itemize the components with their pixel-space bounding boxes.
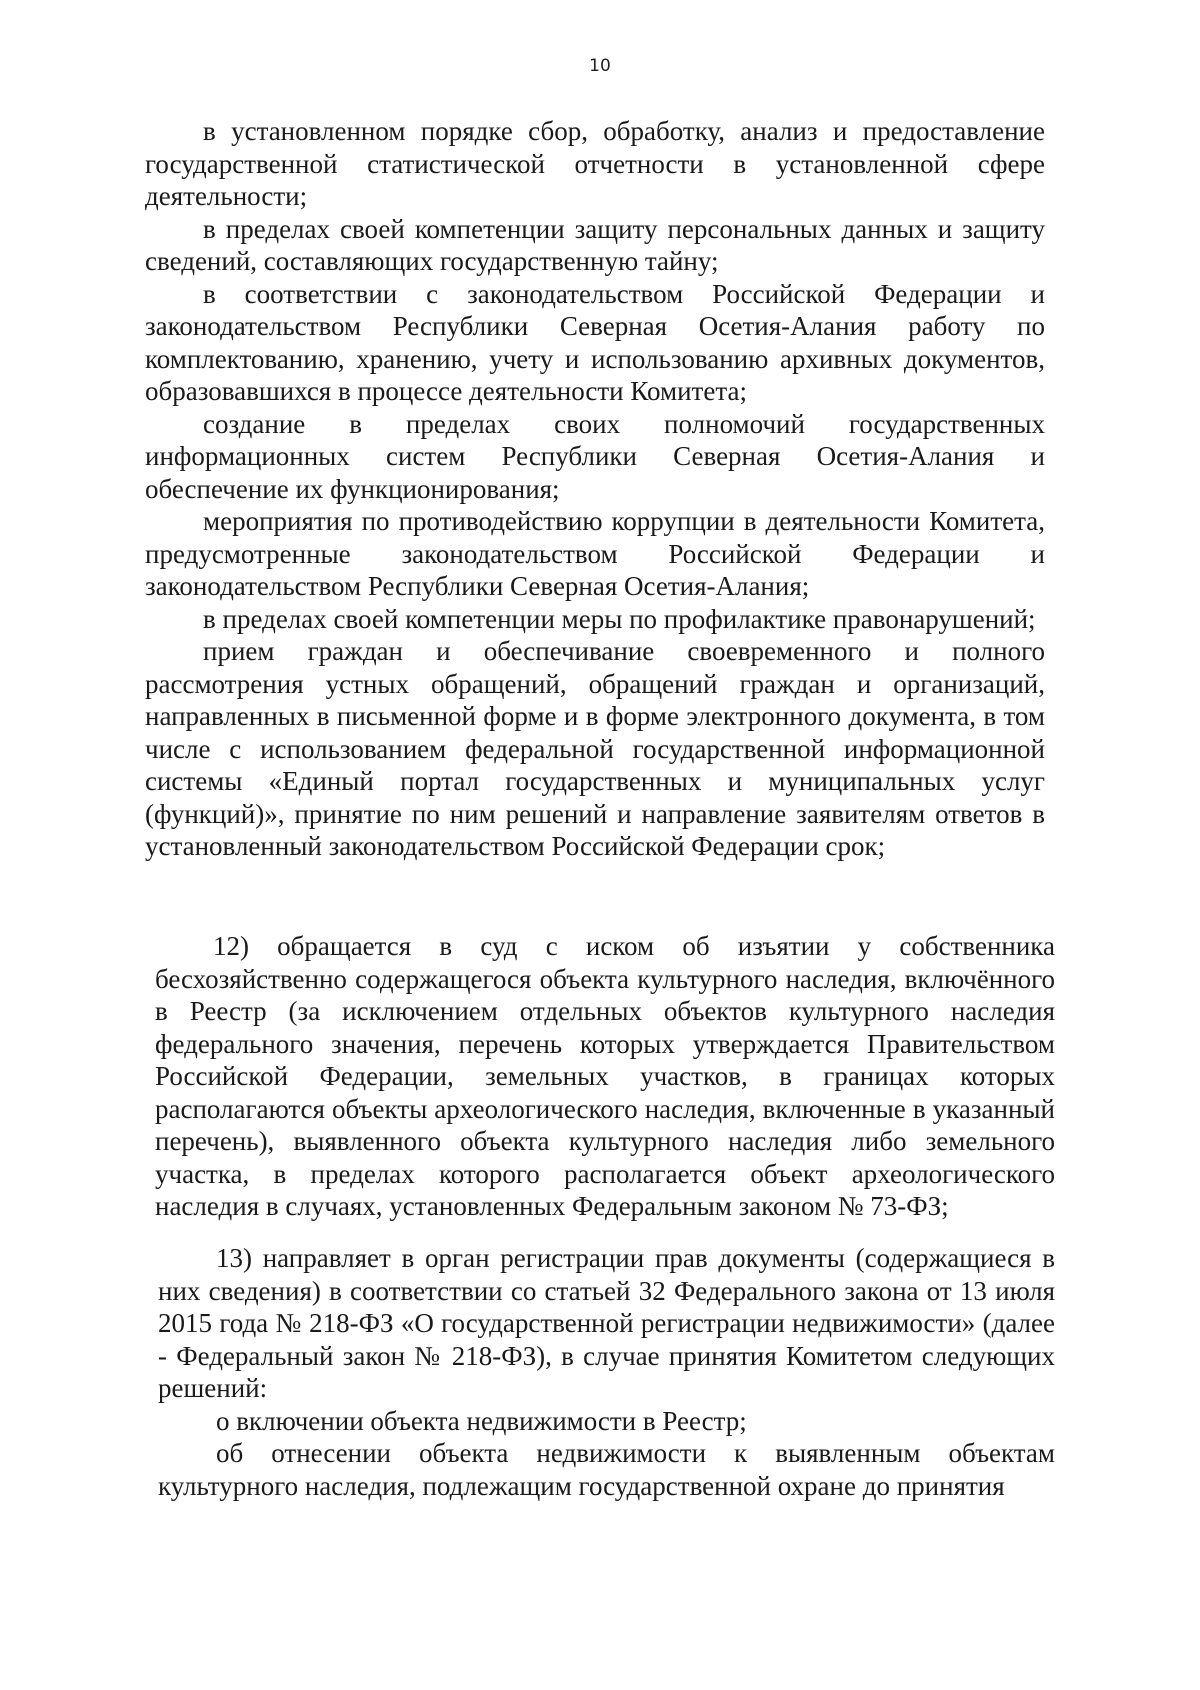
page-number: 10: [589, 56, 611, 76]
paragraph: прием граждан и обеспечивание своевременного и полного рассмотрения устных обращений, обращений граждан и организаций, направленных в письменной форме и в форме электронного документа, в том числе с использованием федеральной государственной информационной системы «Единый портал государственных и муниципальных услуг (функций)», принятие по ним решений и направление заявителям ответов в установленный законодательством Российской Федерации срок;: [145, 636, 1045, 861]
paragraph: 13) направляет в орган регистрации прав документы (содержащиеся в них сведения) в соответствии со статьей 32 Федерального закона от 13 июля 2015 года № 218-ФЗ «О государственной регистрации недвижимости» (далее - Федеральный закон № 218-ФЗ), в случае принятия Комитетом следующих решений:: [158, 1243, 1055, 1403]
paragraph: создание в пределах своих полномочий государственных информационных систем Республики Северная Осетия-Алания и обеспечение их функционирования;: [145, 408, 1045, 504]
paragraph: об отнесении объекта недвижимости к выявленным объектам культурного наследия, подлежащим государственной охране до принятия: [158, 1438, 1055, 1501]
text-block-item-13: [158, 1242, 1055, 1502]
paragraph: в пределах своей компетенции защиту персональных данных и защиту сведений, составляющих государственную тайну;: [145, 213, 1045, 276]
text-block-duties: [145, 115, 1045, 863]
paragraph: о включении объекта недвижимости в Реестр;: [216, 1405, 747, 1436]
paragraph: в соответствии с законодательством Российской Федерации и законодательством Республики Северная Осетия-Алания работу по комплектованию, хранению, учету и использованию архивных документов, образовавшихся в процессе деятельности Комитета;: [145, 278, 1045, 406]
paragraph: в установленном порядке сбор, обработку, анализ и предоставление государственной статистической отчетности в установленной сфере деятельности;: [145, 116, 1045, 211]
paragraph: в пределах своей компетенции меры по профилактике правонарушений;: [203, 603, 1036, 634]
text-block-item-12: [155, 930, 1055, 1223]
paragraph: мероприятия по противодействию коррупции в деятельности Комитета, предусмотренные законодательством Российской Федерации и законодательством Республики Северная Осетия-Алания;: [145, 506, 1045, 601]
paragraph: 12) обращается в суд с иском об изъятии у собственника бесхозяйственно содержащегося объекта культурного наследия, включённого в Реестр (за исключением отдельных объектов культурного наследия федерального значения, перечень которых утверждается Правительством Российской Федерации, земельных участков, в границах которых располагаются объекты археологического наследия, включенные в указанный перечень), выявленного объекта культурного наследия либо земельного участка, в пределах которого располагается объект археологического наследия в случаях, установленных Федеральным законом № 73-ФЗ;: [155, 931, 1055, 1221]
